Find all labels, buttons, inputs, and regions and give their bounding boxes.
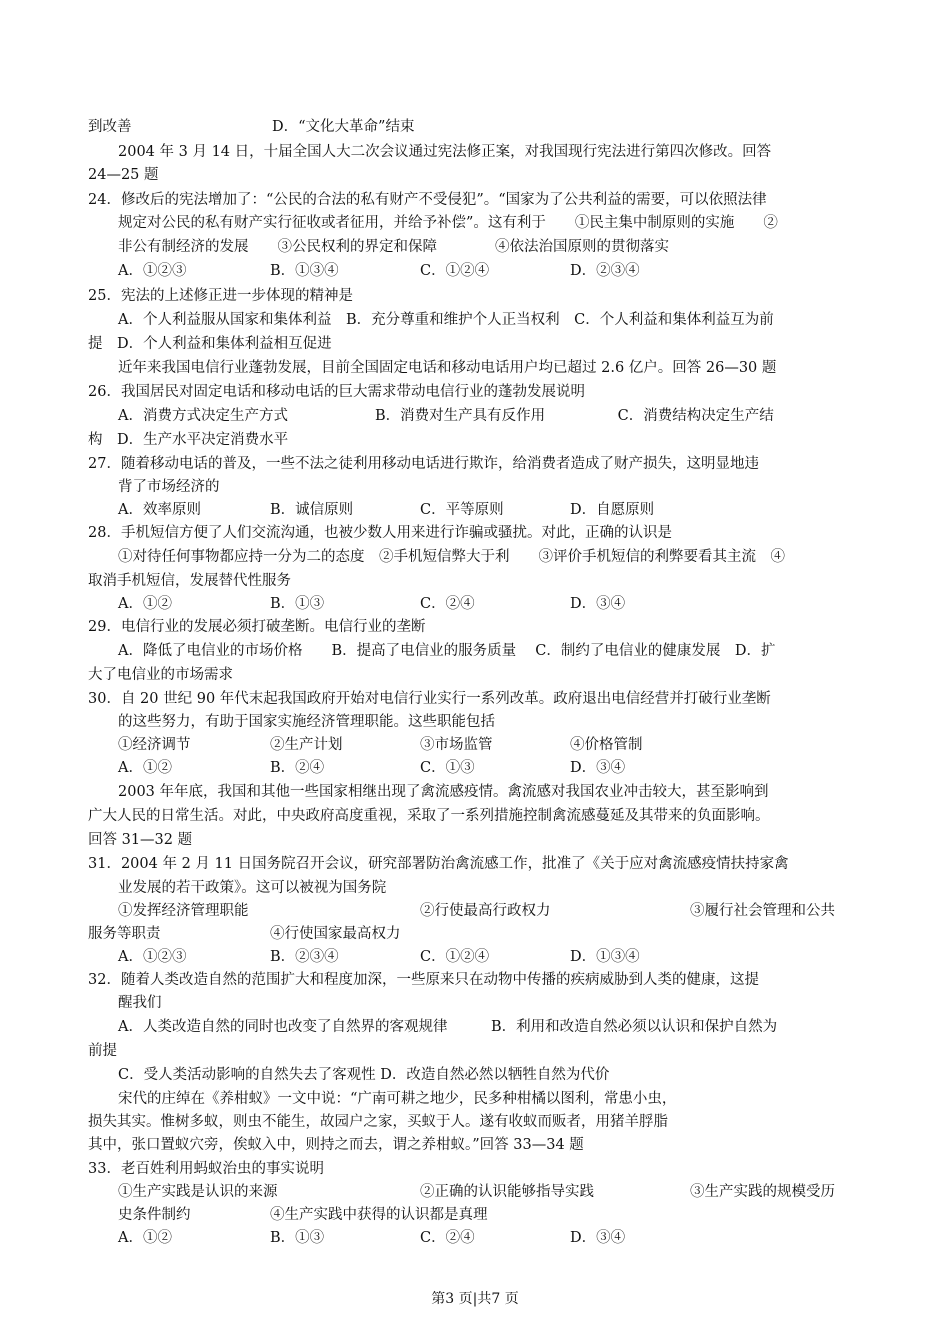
text-line: 大了电信业的市场需求 [88, 667, 233, 683]
option: ④生产实践中获得的认识都是真理 [270, 1207, 488, 1223]
option: D．③④ [570, 760, 626, 776]
question-27: 27．随着移动电话的普及，一些不法之徒利用移动电话进行欺诈，给消费者造成了财产损失，这明显地违 [88, 456, 759, 472]
text-line: A．消费方式决定生产方式 B．消费对生产具有反作用 C．消费结构决定生产结 [118, 408, 774, 424]
option: C．①②④ [420, 263, 490, 279]
question-32: 32．随着人类改造自然的范围扩大和程度加深，一些原来只在动物中传播的疾病威胁到人类的健康，这提 [88, 972, 759, 988]
option: ①生产实践是认识的来源 [118, 1184, 278, 1200]
option: ④价格管制 [570, 737, 643, 753]
question-33: 33．老百姓利用蚂蚁治虫的事实说明 [88, 1161, 324, 1177]
option: ②行使最高行政权力 [420, 903, 551, 919]
text-line: 前提 [88, 1043, 117, 1059]
text-line: A．降低了电信业的市场价格 B．提高了电信业的服务质量 C．制约了电信业的健康发展 D．扩 [118, 643, 776, 659]
option: A．①②③ [118, 263, 187, 279]
text-line: A．人类改造自然的同时也改变了自然界的客观规律 B．利用和改造自然必须以认识和保护自然为 [118, 1019, 778, 1035]
option: A．①② [118, 760, 172, 776]
text-line: 损失其实。惟树多蚁，则虫不能生，故园户之家，买蚁于人。遂有收蚁而贩者，用猪羊脬脂 [88, 1114, 668, 1130]
question-29: 29．电信行业的发展必须打破垄断。电信行业的垄断 [88, 619, 426, 635]
question-25: 25．宪法的上述修正进一步体现的精神是 [88, 288, 353, 304]
option: D．②③④ [570, 263, 640, 279]
option: ②生产计划 [270, 737, 343, 753]
text-line: 其中，张口置蚁穴旁，俟蚁入中，则持之而去，谓之养柑蚁。”回答 33—34 题 [88, 1137, 584, 1153]
question-26: 26．我国居民对固定电话和移动电话的巨大需求带动电信行业的蓬勃发展说明 [88, 384, 585, 400]
option: C．②④ [420, 596, 475, 612]
option: C．①②④ [420, 949, 490, 965]
text-line: 宋代的庄绰在《养柑蚁》一文中说：“广南可耕之地少，民多种柑橘以图利，常患小虫， [118, 1091, 677, 1107]
text-line: 2004 年 3 月 14 日，十届全国人大二次会议通过宪法修正案，对我国现行宪法进行第四次修改。回答 [118, 144, 772, 160]
text-line: 回答 31—32 题 [88, 832, 193, 848]
option: ③市场监管 [420, 737, 493, 753]
text-line: 的这些努力，有助于国家实施经济管理职能。这些职能包括 [118, 714, 495, 730]
text-line: ①对待任何事物都应持一分为二的态度 ②手机短信弊大于利 ③评价手机短信的利弊要看其主流 ④ [118, 549, 785, 565]
option: ①发挥经济管理职能 [118, 903, 249, 919]
option: B．②④ [270, 760, 325, 776]
text-line: 到改善 [88, 119, 132, 135]
text-line: 取消手机短信，发展替代性服务 [88, 573, 291, 589]
text-line: 近年来我国电信行业蓬勃发展，目前全国固定电话和移动电话用户均已超过 2.6 亿户。回答 26—30 题 [118, 360, 777, 376]
text-line: 醒我们 [118, 995, 162, 1011]
option: D．③④ [570, 1230, 626, 1246]
option: B．诚信原则 [270, 502, 354, 518]
option: A．①② [118, 596, 172, 612]
option: D．①③④ [570, 949, 640, 965]
question-31: 31．2004 年 2 月 11 日国务院召开会议，研究部署防治禽流感工作，批准了《关于应对禽流感疫情扶持家禽 [88, 856, 789, 872]
option: ④行使国家最高权力 [270, 926, 401, 942]
question-24: 24．修改后的宪法增加了：“公民的合法的私有财产不受侵犯”。“国家为了公共利益的需要，可以依照法律 [88, 192, 767, 208]
option: A．①②③ [118, 949, 187, 965]
page-footer: 第3 页|共7 页 [431, 1291, 519, 1307]
text-line: C．受人类活动影响的自然失去了客观性 D．改造自然必然以牺牲自然为代价 [118, 1067, 610, 1083]
option: ②正确的认识能够指导实践 [420, 1184, 594, 1200]
option: ①经济调节 [118, 737, 191, 753]
option: C．②④ [420, 1230, 475, 1246]
text-line: 2003 年年底，我国和其他一些国家相继出现了禽流感疫情。禽流感对我国农业冲击较大，甚至影响到 [118, 784, 769, 800]
text-line: 构 D．生产水平决定消费水平 [88, 432, 289, 448]
text-line: A．个人利益服从国家和集体利益 B．充分尊重和维护个人正当权利 C．个人利益和集体利益互为前 [118, 312, 774, 328]
option: B．②③④ [270, 949, 339, 965]
question-28: 28．手机短信方便了人们交流沟通，也被少数人用来进行诈骗或骚扰。对此，正确的认识是 [88, 525, 672, 541]
text-line: 背了市场经济的 [118, 479, 220, 495]
option: C．①③ [420, 760, 475, 776]
option: ③履行社会管理和公共 [690, 903, 835, 919]
option: B．①③④ [270, 263, 339, 279]
option: ③生产实践的规模受历 [690, 1184, 835, 1200]
text-line: 规定对公民的私有财产实行征收或者征用，并给予补偿”。这有利于 ①民主集中制原则的实施 ② [118, 215, 778, 231]
option: A．效率原则 [118, 502, 201, 518]
option: A．①② [118, 1230, 172, 1246]
question-30: 30．自 20 世纪 90 年代末起我国政府开始对电信行业实行一系列改革。政府退出电信经营并打破行业垄断 [88, 691, 771, 707]
text-line: 24—25 题 [88, 167, 159, 183]
option: B．①③ [270, 596, 325, 612]
text-line: 提 D．个人利益和集体利益相互促进 [88, 336, 332, 352]
text-line: 服务等职责 [88, 926, 161, 942]
text-line: 史条件制约 [118, 1207, 191, 1223]
option: D．③④ [570, 596, 626, 612]
text-line: 非公有制经济的发展 ③公民权利的界定和保障 ④依法治国原则的贯彻落实 [118, 239, 669, 255]
option: C．平等原则 [420, 502, 504, 518]
option: D．“文化大革命”结束 [272, 119, 415, 135]
text-line: 业发展的若干政策》。这可以被视为国务院 [118, 880, 387, 896]
option: D．自愿原则 [570, 502, 655, 518]
option: B．①③ [270, 1230, 325, 1246]
text-line: 广大人民的日常生活。对此，中央政府高度重视，采取了一系列措施控制禽流感蔓延及其带来的负面影响。 [88, 808, 770, 824]
